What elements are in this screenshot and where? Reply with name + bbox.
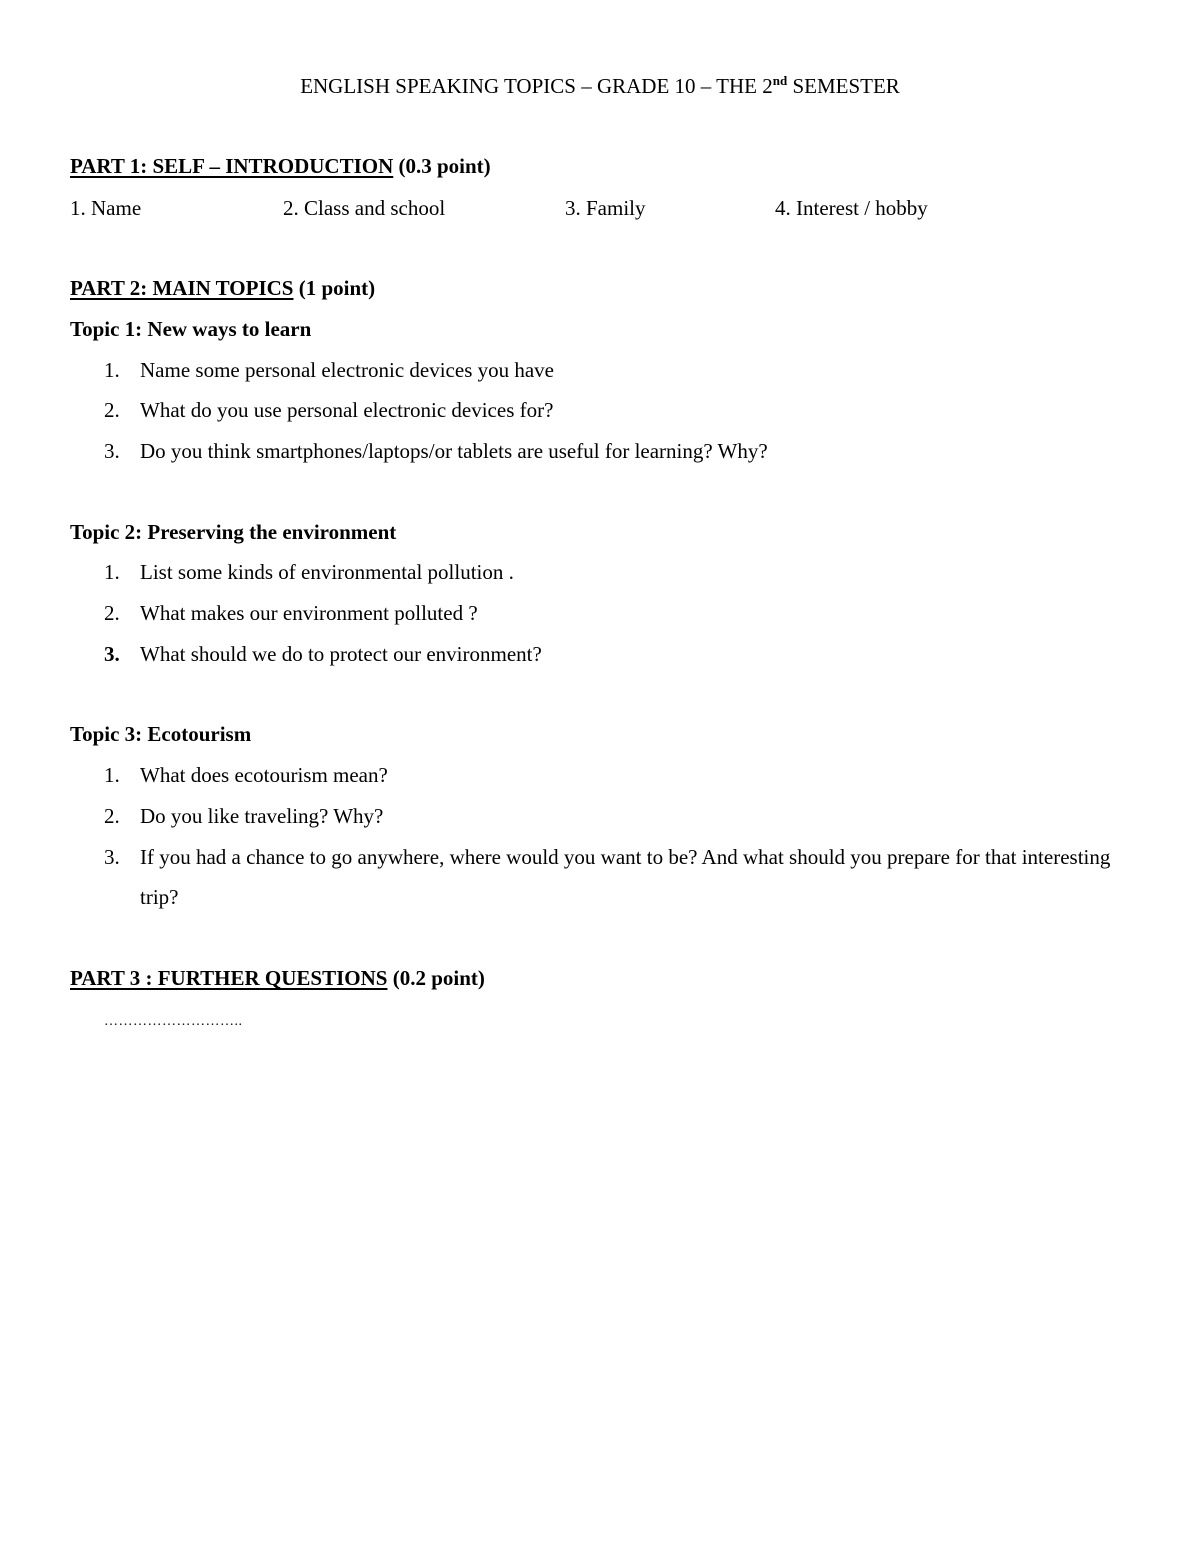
part2-points: (1 point) <box>293 276 376 300</box>
intro-item-interest-hobby: 4. Interest / hobby <box>775 196 928 220</box>
topic-2-question-3-number: 3. <box>104 642 120 666</box>
title-superscript: nd <box>772 73 788 88</box>
further-questions-placeholder: ……………………….. <box>104 1014 243 1029</box>
part1-heading-text: PART 1: SELF – INTRODUCTION <box>70 154 394 178</box>
topic-3-question-3-number: 3. <box>104 845 120 869</box>
part2-heading <box>70 274 375 302</box>
topic-1-question-1: Name some personal electronic devices you have <box>140 358 555 382</box>
topic-3-title: Topic 3: Ecotourism <box>70 722 252 746</box>
topic-2-question-1: List some kinds of environmental pollution . <box>140 560 514 584</box>
topic-2-question-1-number: 1. <box>104 560 120 584</box>
topic-3-question-2-number: 2. <box>104 804 120 828</box>
topic-3-question-3: If you had a chance to go anywhere, where would you want to be? And what should you prepare for that interesting trip? <box>140 845 1111 909</box>
part2-heading-text: PART 2: MAIN TOPICS <box>70 276 294 300</box>
topic-1-question-1-number: 1. <box>104 358 120 382</box>
topic-1-question-3: Do you think smartphones/laptops/or tablets are useful for learning? Why? <box>140 439 768 463</box>
topic-2-title: Topic 2: Preserving the environment <box>70 520 397 544</box>
part3-heading <box>70 964 485 992</box>
part1-heading <box>70 152 491 180</box>
part1-points: (0.3 point) <box>393 154 491 178</box>
part3-points: (0.2 point) <box>387 966 485 990</box>
document-title <box>0 72 1200 100</box>
topic-1-question-2-number: 2. <box>104 398 120 422</box>
topic-3-question-1-number: 1. <box>104 763 120 787</box>
intro-item-class-school: 2. Class and school <box>283 196 446 220</box>
title-main: ENGLISH SPEAKING TOPICS – GRADE 10 – THE 2 <box>300 74 773 98</box>
topic-2-question-2-number: 2. <box>104 601 120 625</box>
topic-3-question-1: What does ecotourism mean? <box>140 763 388 787</box>
topic-2-question-3: What should we do to protect our environment? <box>140 642 542 666</box>
title-tail: SEMESTER <box>787 74 900 98</box>
part3-heading-text: PART 3 : FURTHER QUESTIONS <box>70 966 388 990</box>
topic-1-question-2: What do you use personal electronic devices for? <box>140 398 554 422</box>
topic-1-question-3-number: 3. <box>104 439 120 463</box>
topic-1-title: Topic 1: New ways to learn <box>70 317 312 341</box>
topic-2-question-2: What makes our environment polluted ? <box>140 601 478 625</box>
intro-item-family: 3. Family <box>565 196 646 220</box>
topic-3-question-2: Do you like traveling? Why? <box>140 804 384 828</box>
intro-item-name: 1. Name <box>70 196 142 220</box>
